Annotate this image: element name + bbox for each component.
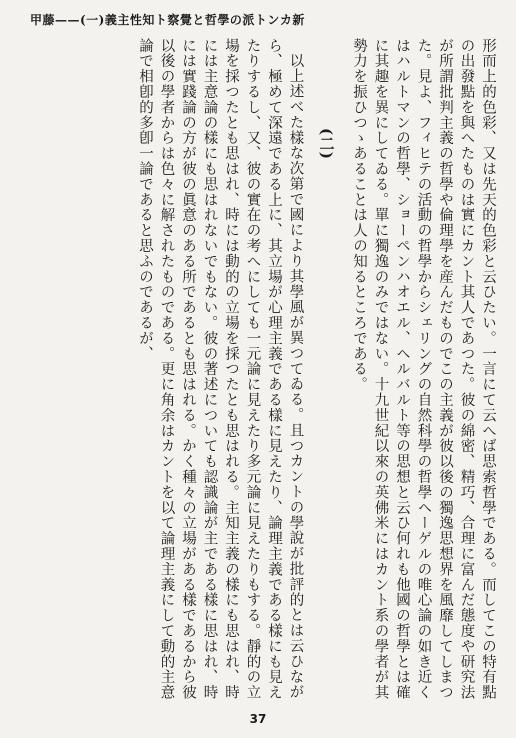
- section-heading: (二): [317, 128, 336, 160]
- vertical-text-block: [20, 38, 498, 703]
- paragraph-continued: 形而上的色彩、又は先天的色彩と云ひたい。一言にて云へば思索哲學である。而してこの特有點の出發點を與へたものは實にカント其人であつた。彼の綿密、精巧、合理に富んだ態度や研究法が所謂批判主義の哲學や倫理學を産んだものでこの主義が彼以後の獨逸思想界を風靡してしまつた。見よ、フィヒテの活動の哲學からシェリングの自然科學の哲學ヘーゲルの唯心論の如き近くはハルトマンの哲學、ショーペンハオエル、ヘルバルト等の思想と云ひ何れも他國の哲學とは確に其趣を異にしてゐる。單に獨逸のみではない。十九世紀以來の英佛米にはカント系の學者が其勢力を振ひつゝあることは人の知るところである。: [351, 38, 496, 701]
- page-number: 37: [249, 712, 267, 726]
- running-head: 甲藤——(一)義主性知ト察覺と哲學の派トンカ新: [30, 13, 305, 27]
- paragraph: 以上述べた樣な次第で國により其學風が異つてゐる。且つカントの學說が批評的とは云ひながら、極めて深遠である上に、其立場が心理主義である樣に見えたり、論理主義である樣にも見えたりするし、又、彼の實在の考へにしても一元論に見えたり多元論に見えたりもする。靜的の立場を採つたとも思はれ、時には動的の立場を採つたとも思はれる。主知主義の樣にも思はれ、時には主意論の樣にも思はれないでもない。彼の著述についても認識論が主である樣に思はれ、時には實踐論の方が彼の眞意のある所であるとも思はれる。かく種々の立場がある樣であるから彼以後の學者からは色々に解されたものである。更に角余はカントを以て論理主義にして動的主意論で相卽的多卽一論であると思ふのであるが、: [137, 38, 304, 701]
